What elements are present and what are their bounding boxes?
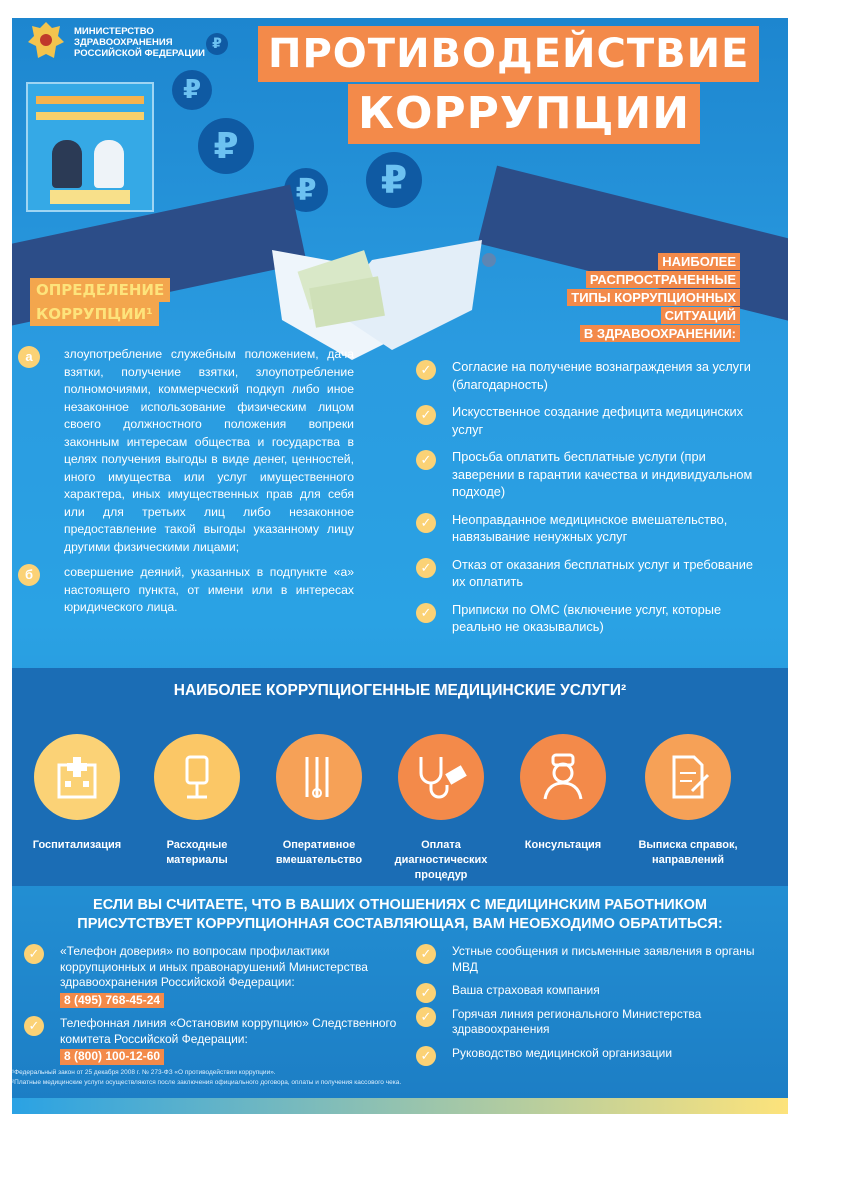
definition-text: совершение деяний, указанных в подпункте «а» настоящего пункта, от имени или в интересах юридического лица. <box>64 565 354 614</box>
check-icon: ✓ <box>24 1016 44 1036</box>
rouble-coin-icon: ₽ <box>206 33 228 55</box>
check-icon: ✓ <box>416 558 436 578</box>
list-item-text: Неоправданное медицинское вмешательство, навязывание ненужных услуг <box>452 511 728 544</box>
rouble-coin-icon: ₽ <box>198 118 254 174</box>
contacts-right <box>416 944 776 1069</box>
list-item <box>416 403 756 438</box>
list-item <box>416 448 756 501</box>
check-icon: ✓ <box>416 944 436 964</box>
rouble-coin-icon: ₽ <box>284 168 328 212</box>
list-item-text: Приписки по ОМС (включение услуг, которые реально не оказывались) <box>452 601 722 634</box>
check-icon: ✓ <box>24 944 44 964</box>
poster <box>12 18 788 1114</box>
contact-text: Ваша страховая компания <box>452 983 600 997</box>
bottom-strip <box>12 1098 788 1114</box>
iv-drip-icon <box>154 734 240 820</box>
types-list <box>416 358 756 646</box>
coat-of-arms-icon <box>26 18 66 64</box>
check-icon: ✓ <box>416 1046 436 1066</box>
ministry-line: ЗДРАВООХРАНЕНИЯ <box>74 37 173 48</box>
check-icon: ✓ <box>416 405 436 425</box>
definition-text: злоупотребление служебным положением, дача взятки, получение взятки, злоупотребление полномочиями, коммерческий подкуп либо иное незаконное использование физическим лицом своего должностного положения вопреки законным интересам общества и государства в целях получения выгоды в виде денег, ценностей, иного имущества или услуг имущественного характера, иных имущественных прав для себя или для третьих лиц либо незаконное предоставление такой выгоды указанному лицу другими физическими лицами; <box>64 347 354 554</box>
list-item <box>416 511 756 546</box>
definition-item <box>18 346 354 556</box>
ministry-line: МИНИСТЕРСТВО <box>74 26 154 37</box>
check-icon: ✓ <box>416 983 436 1003</box>
service-item <box>22 734 132 853</box>
check-icon: ✓ <box>416 603 436 623</box>
service-item <box>264 734 374 868</box>
contacts-left <box>24 944 404 1073</box>
service-label: Оперативное вмешательство <box>275 839 363 866</box>
definition-item <box>18 564 354 617</box>
check-icon: ✓ <box>416 360 436 380</box>
contact-item <box>416 1007 776 1038</box>
contact-item <box>24 1016 404 1065</box>
types-title-line: ТИПЫ КОРРУПЦИОННЫХ <box>567 289 740 306</box>
service-label: Консультация <box>524 839 602 851</box>
list-item <box>416 556 756 591</box>
contacts-title <box>12 896 788 934</box>
contact-item <box>416 1046 776 1062</box>
service-item <box>508 734 618 853</box>
check-icon: ✓ <box>416 1007 436 1027</box>
prescription-icon <box>645 734 731 820</box>
rouble-coin-icon: ₽ <box>366 152 422 208</box>
types-title-line: В ЗДРАВООХРАНЕНИИ: <box>580 325 740 342</box>
person-icon <box>52 140 82 188</box>
definition-marker: б <box>18 564 40 586</box>
ministry-line: РОССИЙСКОЙ ФЕДЕРАЦИИ <box>74 48 206 59</box>
footnotes <box>12 1068 401 1088</box>
contact-text: «Телефон доверия» по вопросам профилактики коррупционных и иных правонарушений Министерства здравоохранения Российской Федерации: <box>60 944 368 989</box>
services-band <box>12 668 788 886</box>
service-item <box>628 734 748 868</box>
types-title <box>500 253 740 343</box>
service-label: Выписка справок, направлений <box>638 839 738 866</box>
footnote: ¹Федеральный закон от 25 декабря 2008 г. № 273-ФЗ «О противодействии коррупции». <box>12 1069 276 1076</box>
types-title-line: НАИБОЛЕЕ <box>658 253 740 270</box>
service-label: Госпитализация <box>32 839 122 851</box>
definition-marker: а <box>18 346 40 368</box>
hospital-icon <box>34 734 120 820</box>
check-icon: ✓ <box>416 450 436 470</box>
contacts-title-line: ПРИСУТСТВУЕТ КОРРУПЦИОННАЯ СОСТАВЛЯЮЩАЯ, ВАМ НЕОБХОДИМО ОБРАТИТЬСЯ: <box>77 916 723 932</box>
services-title: НАИБОЛЕЕ КОРРУПЦИОГЕННЫЕ МЕДИЦИНСКИЕ УСЛУГИ² <box>173 682 627 699</box>
contact-item <box>416 944 776 975</box>
contact-item <box>416 983 776 999</box>
list-item-text: Отказ от оказания бесплатных услуг и требование их оплатить <box>452 556 753 589</box>
list-item-text: Просьба оплатить бесплатные услуги (при заверении в гарантии качества и индивидуальном подходе) <box>452 449 753 499</box>
phone-number[interactable]: 8 (800) 100-12-60 <box>60 1049 164 1065</box>
mini-poster-card <box>50 190 130 204</box>
footnote: ²Платные медицинские услуги осуществляются после заключения официального договора, оплаты и получения кассового чека. <box>12 1079 402 1086</box>
service-label: Расходные материалы <box>166 839 228 866</box>
list-item <box>416 358 756 393</box>
list-item <box>416 601 756 636</box>
doctor-icon <box>94 140 124 188</box>
title-line-2: КОРРУПЦИИ <box>348 84 700 144</box>
definition-list <box>18 346 354 625</box>
types-title-line: РАСПРОСТРАНЕННЫЕ <box>586 271 740 288</box>
definition-title-line-1: ОПРЕДЕЛЕНИЕ <box>30 278 170 302</box>
ministry-name <box>74 26 205 59</box>
mini-poster-bar <box>36 112 144 120</box>
check-icon: ✓ <box>416 513 436 533</box>
contact-text: Горячая линия регионального Министерства здравоохранения <box>452 1006 702 1036</box>
contact-text: Телефонная линия «Остановим коррупцию» Следственного комитета Российской Федерации: <box>60 1016 397 1046</box>
rouble-coin-icon: ₽ <box>172 70 212 110</box>
contacts-title-line: ЕСЛИ ВЫ СЧИТАЕТЕ, ЧТО В ВАШИХ ОТНОШЕНИЯХ С МЕДИЦИНСКИМ РАБОТНИКОМ <box>93 897 707 913</box>
title-line-1: ПРОТИВОДЕЙСТВИЕ <box>258 26 759 82</box>
surgical-tools-icon <box>276 734 362 820</box>
contact-text: Устные сообщения и письменные заявления в органы МВД <box>452 944 755 974</box>
list-item-text: Искусственное создание дефицита медицинских услуг <box>452 404 743 437</box>
definition-title-line-2: КОРРУПЦИИ¹ <box>30 302 159 326</box>
service-item <box>386 734 496 883</box>
service-label: Оплата диагностических процедур <box>394 839 488 881</box>
mini-poster-bar <box>36 96 144 104</box>
contact-item <box>24 944 404 1008</box>
mini-poster-illustration <box>26 82 154 212</box>
types-title-line: СИТУАЦИЙ <box>661 307 740 324</box>
contact-text: Руководство медицинской организации <box>452 1045 673 1060</box>
list-item-text: Согласие на получение вознаграждения за услуги (благодарность) <box>452 359 751 392</box>
service-item <box>142 734 252 868</box>
stethoscope-money-icon <box>398 734 484 820</box>
phone-number[interactable]: 8 (495) 768-45-24 <box>60 993 164 1009</box>
doctor-icon <box>520 734 606 820</box>
